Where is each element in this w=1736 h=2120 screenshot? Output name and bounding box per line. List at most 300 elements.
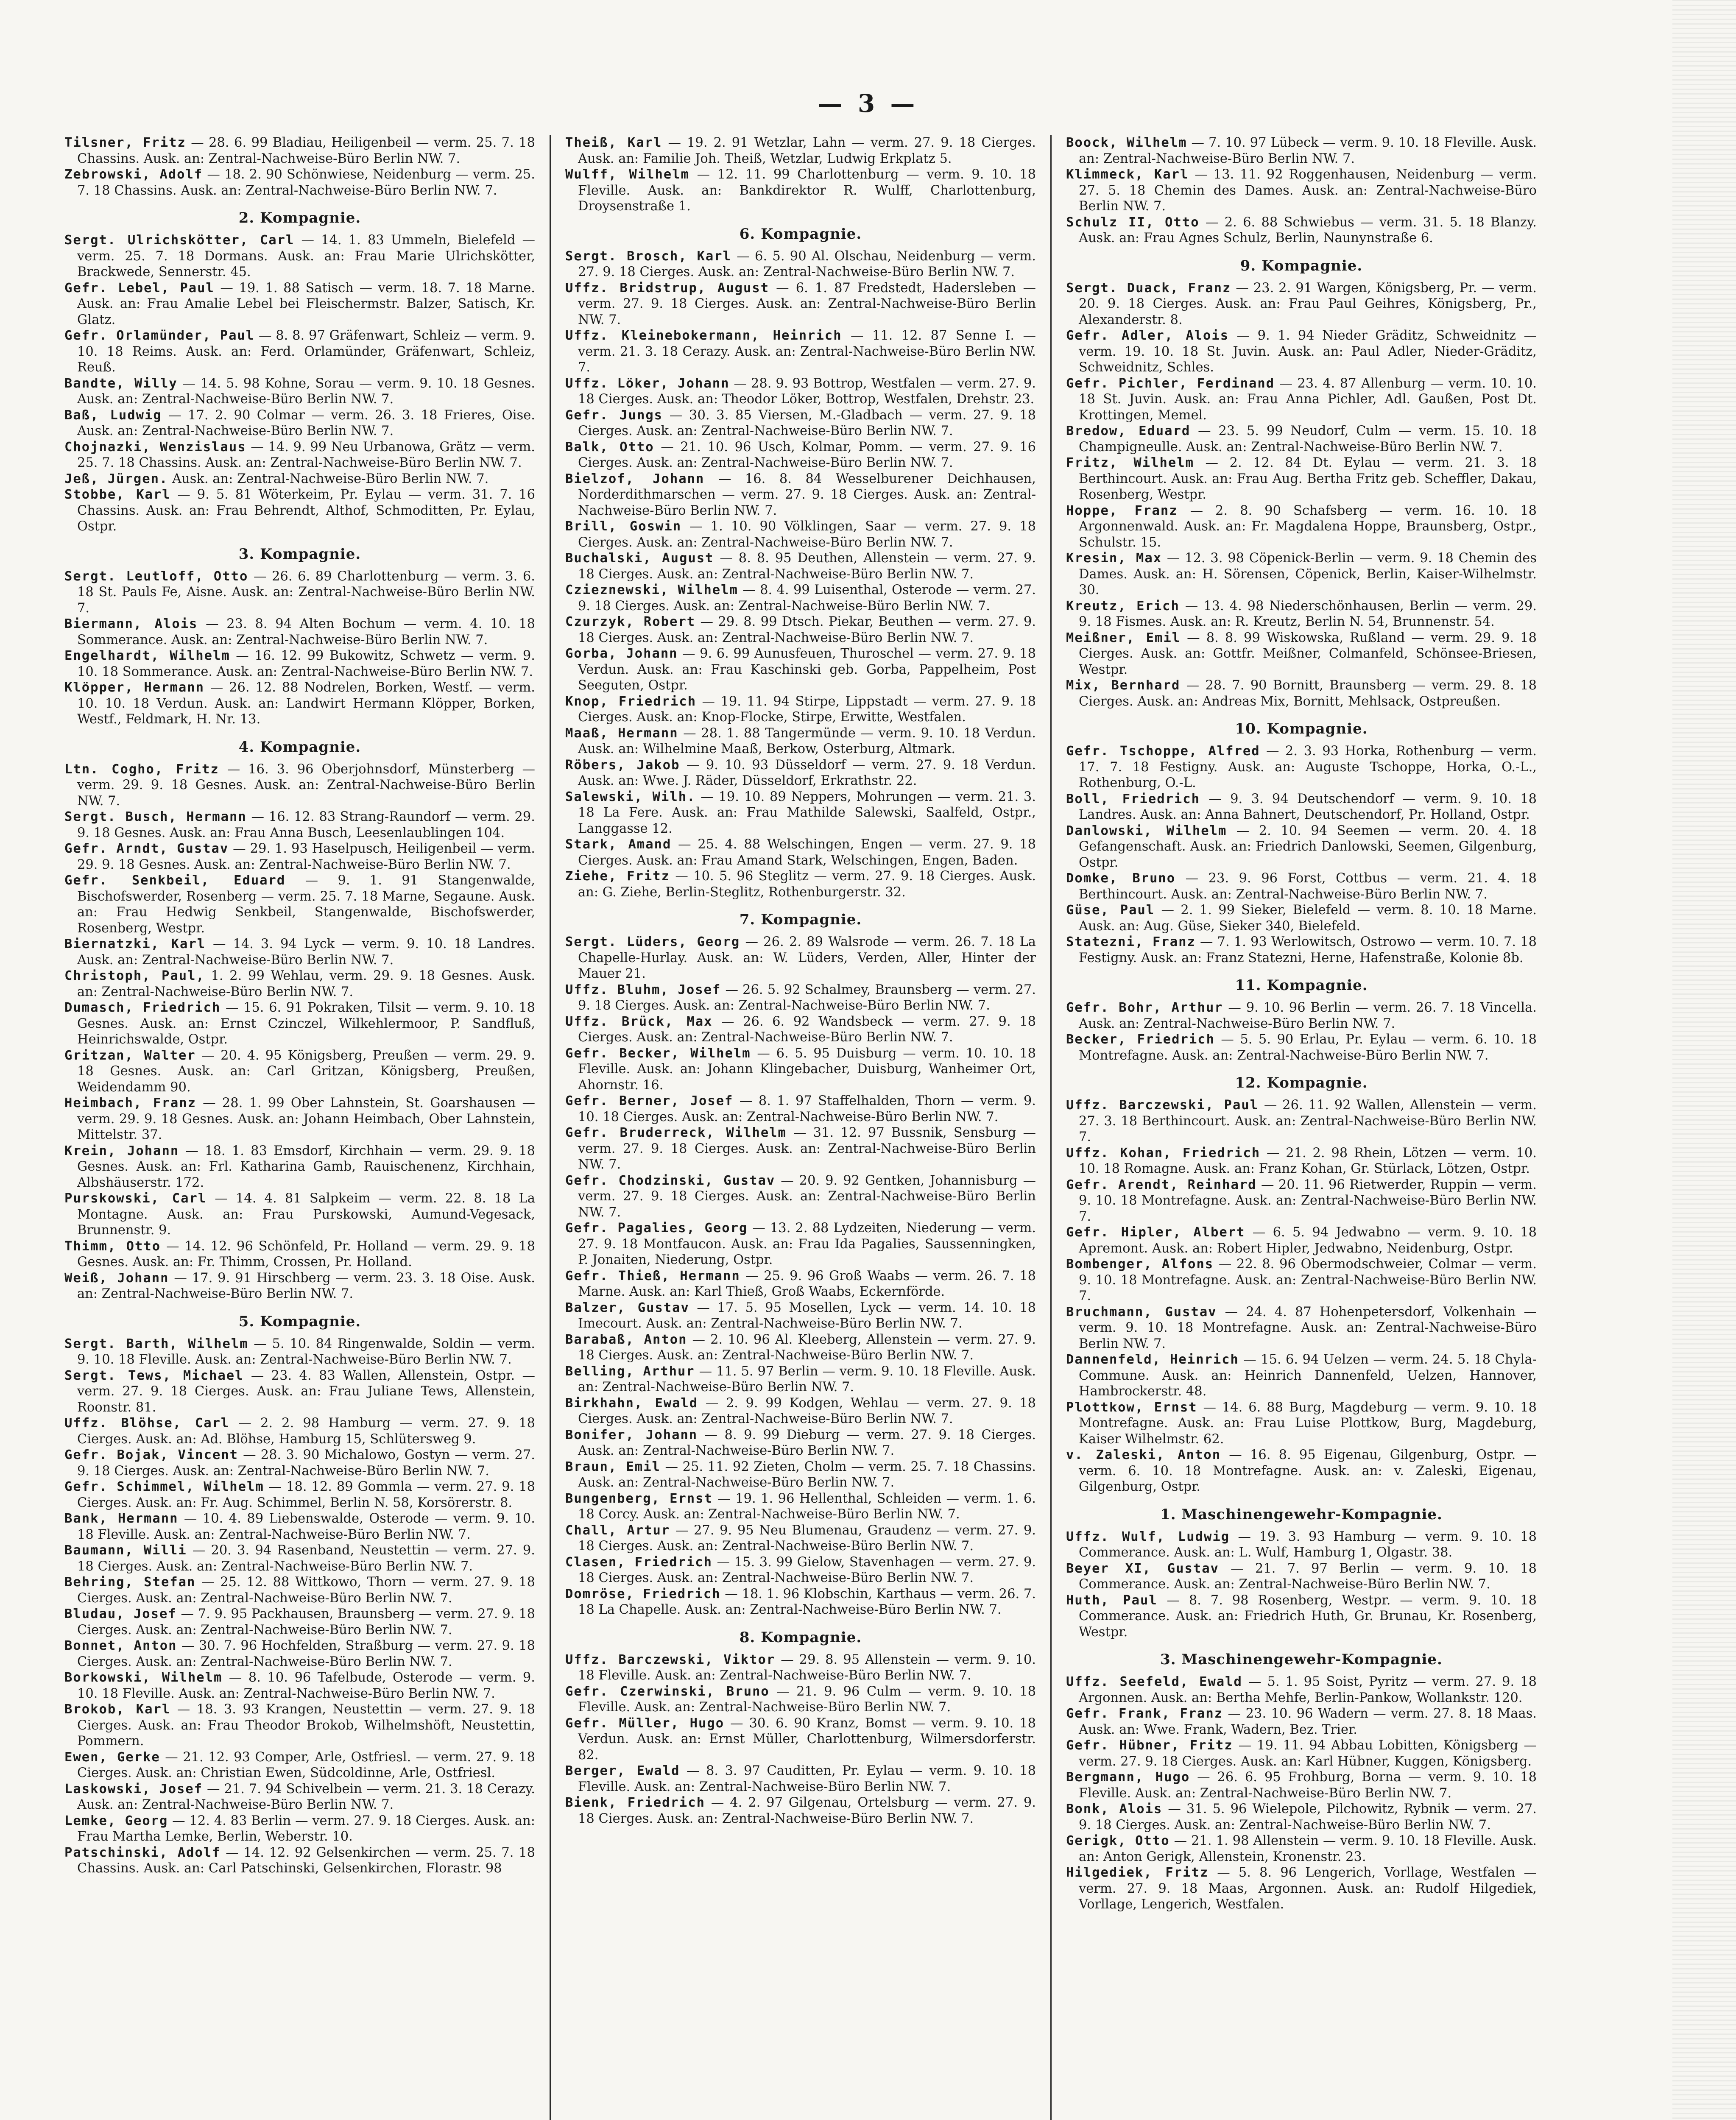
casualty-entry xyxy=(565,1093,1036,1125)
entry-name: Gefr. Pichler, Ferdinand xyxy=(1066,376,1275,391)
entry-details: — 20. 11. 96 Rietwerder, Ruppin — verm. 9. 10. 18 Montrefagne. Ausk. an: Zentral-Nachweise-Büro Berlin NW. 7. xyxy=(1079,1177,1537,1224)
entry-details: — 16. 12. 99 Bukowitz, Schwetz — verm. 9. 10. 18 Sommerance. Ausk. an: Zentral-Nachweise-Büro Berlin NW. 7. xyxy=(77,648,535,679)
entry-details: — 25. 4. 88 Welschingen, Engen — verm. 27. 9. 18 Cierges. Ausk. an: Frau Amand Stark, Welschingen, Engen, Baden. xyxy=(578,837,1036,868)
entry-details: — 17. 2. 90 Colmar — verm. 26. 3. 18 Frieres, Oise. Ausk. an: Zentral-Nachweise-Büro Berlin NW. 7. xyxy=(77,407,535,438)
casualty-entry xyxy=(565,439,1036,471)
entry-name: Patschinski, Adolf xyxy=(64,1845,221,1860)
casualty-entry xyxy=(1066,1865,1537,1913)
entry-name: Bienk, Friedrich xyxy=(565,1795,705,1810)
entry-name: Uffz. Bridstrup, August xyxy=(565,280,770,296)
casualty-entry xyxy=(64,569,535,616)
entry-details: — 8. 8. 99 Wiskowska, Rußland — verm. 29. 9. 18 Cierges. Ausk. an: Gottfr. Meißner, Colmanfeld, Schönsee-Briesen, Westpr. xyxy=(1079,630,1537,677)
entry-name: Gefr. Czerwinski, Bruno xyxy=(565,1684,770,1699)
entry-details: — 2. 1. 99 Sieker, Bielefeld — verm. 8. 10. 18 Marne. Ausk. an: Aug. Güse, Sieker 340, Bielefeld. xyxy=(1079,903,1537,934)
entry-details: — 14. 6. 88 Burg, Magdeburg — verm. 9. 10. 18 Montrefagne. Ausk. an: Frau Luise Plottkow, Burg, Magdeburg, Kaiser Wilhelmstr. 62. xyxy=(1079,1400,1537,1447)
entry-details: — 5. 5. 90 Erlau, Pr. Eylau — verm. 6. 10. 18 Montrefagne. Ausk. an: Zentral-Nachweise-Büro Berlin NW. 7. xyxy=(1079,1032,1537,1063)
casualty-entry xyxy=(1066,423,1537,455)
casualty-entry xyxy=(64,616,535,648)
entry-details: — 14. 12. 96 Schönfeld, Pr. Holland — verm. 29. 9. 18 Gesnes. Ausk. an: Fr. Thimm, Crossen, Pr. Holland. xyxy=(77,1239,535,1269)
company-heading: 1. Maschinengewehr-Kompagnie. xyxy=(1160,1506,1443,1523)
casualty-entry xyxy=(1066,1400,1537,1448)
casualty-entry xyxy=(64,1543,535,1574)
entry-name: Lemke, Georg xyxy=(64,1813,168,1828)
casualty-entry xyxy=(565,248,1036,280)
entry-name: Gefr. Thieß, Hermann xyxy=(565,1268,740,1283)
entry-name: v. Zaleski, Anton xyxy=(1066,1448,1221,1462)
entry-name: Laskowski, Josef xyxy=(64,1781,203,1796)
entry-name: Gerigk, Otto xyxy=(1066,1833,1170,1848)
casualty-entry xyxy=(565,1125,1036,1173)
entry-details: — 2. 6. 88 Schwiebus — verm. 31. 5. 18 Blanzy. Ausk. an: Frau Agnes Schulz, Berlin, Naunynstraße 6. xyxy=(1079,215,1537,245)
company-heading: 3. Maschinengewehr-Kompagnie. xyxy=(1160,1651,1443,1668)
casualty-entry xyxy=(565,1300,1036,1332)
entry-name: Bruchmann, Gustav xyxy=(1066,1304,1217,1319)
entry-details: — 2. 3. 93 Horka, Rothenburg — verm. 17. 7. 18 Festigny. Ausk. an: Auguste Tschoppe, Horka, O.-L., Rothenburg, O.-L. xyxy=(1079,744,1537,790)
entry-name: Schulz II, Otto xyxy=(1066,215,1200,230)
entry-name: Czieznewski, Wilhelm xyxy=(565,583,738,597)
entry-name: Gefr. Orlamünder, Paul xyxy=(64,328,255,343)
entry-details: — 13. 4. 98 Niederschönhausen, Berlin — verm. 29. 9. 18 Fismes. Ausk. an: R. Kreutz, Berlin N. 54, Brunnenstr. 54. xyxy=(1079,598,1537,629)
casualty-entry xyxy=(1066,1801,1537,1833)
entry-details: — 13. 11. 92 Roggenhausen, Neidenburg — verm. 27. 5. 18 Chemin des Dames. Ausk. an: Zentral-Nachweise-Büro Berlin NW. 7. xyxy=(1079,167,1537,214)
entry-name: Bergmann, Hugo xyxy=(1066,1770,1190,1785)
entry-details: — 12. 4. 83 Berlin — verm. 27. 9. 18 Cierges. Ausk. an: Frau Martha Lemke, Berlin, Weberstr. 10. xyxy=(77,1813,535,1844)
entry-name: Gefr. Lebel, Paul xyxy=(64,280,215,296)
company-heading: 5. Kompagnie. xyxy=(238,1313,361,1330)
casualty-entry xyxy=(565,407,1036,439)
entry-details: — 7. 10. 97 Lübeck — verm. 9. 10. 18 Fleville. Ausk. an: Zentral-Nachweise-Büro Berlin NW. 7. xyxy=(1079,135,1537,166)
casualty-entry xyxy=(64,841,535,873)
casualty-entry xyxy=(565,1763,1036,1795)
entry-name: Brokob, Karl xyxy=(64,1702,171,1717)
casualty-entry xyxy=(565,614,1036,646)
entry-name: Bludau, Josef xyxy=(64,1607,177,1621)
casualty-entry xyxy=(565,837,1036,868)
casualty-entry xyxy=(64,1447,535,1479)
entry-name: Mix, Bernhard xyxy=(1066,678,1181,693)
casualty-entry xyxy=(64,762,535,809)
entry-name: Becker, Friedrich xyxy=(1066,1032,1215,1047)
entry-details: — 31. 12. 97 Bussnik, Sensburg — verm. 27. 9. 18 Cierges. Ausk. an: Zentral-Nachweise-Büro Berlin NW. 7. xyxy=(578,1125,1036,1172)
casualty-entry xyxy=(565,1459,1036,1491)
casualty-entry xyxy=(1066,376,1537,424)
entry-details: — 16. 8. 84 Wesselburener Deichhausen, Norderdithmarschen — verm. 27. 9. 18 Cierges. Ausk. an: Zentral-Nachweise-Büro Berlin NW. 7. xyxy=(578,471,1036,518)
entry-name: Brill, Goswin xyxy=(565,519,682,534)
entry-details: — 15. 6. 94 Uelzen — verm. 24. 5. 18 Chyla-Commune. Ausk. an: Heinrich Dannenfeld, Uelzen, Hannover, Hambrockerstr. 48. xyxy=(1079,1352,1537,1399)
casualty-entry xyxy=(1066,1225,1537,1256)
entry-name: Boll, Friedrich xyxy=(1066,791,1200,806)
casualty-entry xyxy=(1066,870,1537,902)
entry-details: — 25. 12. 88 Wittkowo, Thorn — verm. 27. 9. 18 Cierges. Ausk. an: Zentral-Nachweise-Büro Berlin NW. 7. xyxy=(77,1575,535,1606)
casualty-entry xyxy=(565,519,1036,550)
entry-details: — 19. 3. 93 Hamburg — verm. 9. 10. 18 Commerance. Ausk. an: L. Wulf, Hamburg 1, Olgastr. 38. xyxy=(1079,1529,1537,1560)
casualty-entry xyxy=(1066,1561,1537,1593)
entry-details: — 29. 1. 93 Haselpusch, Heiligenbeil — verm. 29. 9. 18 Gesnes. Ausk. an: Zentral-Nachweise-Büro Berlin NW. 7. xyxy=(77,841,535,872)
casualty-entry xyxy=(64,487,535,535)
entry-name: Czurzyk, Robert xyxy=(565,614,696,629)
entry-name: Gefr. Senkbeil, Eduard xyxy=(64,873,286,888)
entry-details: — 16. 8. 95 Eigenau, Gilgenburg, Ostpr. — verm. 6. 10. 18 Montrefagne. Ausk. an: v. Zaleski, Eigenau, Gilgenburg, Ostpr. xyxy=(1079,1448,1537,1494)
casualty-entry xyxy=(64,280,535,328)
entry-details: — 6. 5. 90 Al. Olschau, Neidenburg — verm. 27. 9. 18 Cierges. Ausk. an: Zentral-Nachweise-Büro Berlin NW. 7. xyxy=(578,248,1036,279)
entry-details: — 28. 6. 99 Bladiau, Heiligenbeil — verm. 25. 7. 18 Chassins. Ausk. an: Zentral-Nachweise-Büro Berlin NW. 7. xyxy=(77,135,535,166)
entry-details: — 28. 1. 99 Ober Lahnstein, St. Goarshausen — verm. 29. 9. 18 Gesnes. Ausk. an: Johann Heimbach, Ober Lahnstein, Mittelstr. 37. xyxy=(77,1096,535,1142)
company-heading: 4. Kompagnie. xyxy=(238,738,361,756)
entry-name: Behring, Stefan xyxy=(64,1575,196,1590)
entry-details: — 23. 10. 96 Wadern — verm. 27. 8. 18 Maas. Ausk. an: Wwe. Frank, Wadern, Bez. Trier. xyxy=(1079,1706,1537,1737)
entry-details: — 6. 5. 94 Jedwabno — verm. 9. 10. 18 Apremont. Ausk. an: Robert Hipler, Jedwabno, Neidenburg, Ostpr. xyxy=(1079,1225,1537,1256)
entry-name: Sergt. Leutloff, Otto xyxy=(64,569,248,584)
entry-name: Sergt. Brosch, Karl xyxy=(565,248,732,264)
casualty-entry xyxy=(64,439,535,471)
entry-name: Bredow, Eduard xyxy=(1066,424,1191,438)
casualty-entry xyxy=(565,934,1036,982)
casualty-entry xyxy=(64,1368,535,1416)
casualty-entry xyxy=(64,1670,535,1702)
entry-details: — 28. 9. 93 Bottrop, Westfalen — verm. 27. 9. 18 Cierges. Ausk. an: Theodor Löker, Bottrop, Westfalen, Drehstr. 23. xyxy=(578,376,1036,407)
entry-name: Fritz, Wilhelm xyxy=(1066,455,1194,470)
entry-name: Bielzof, Johann xyxy=(565,471,705,486)
entry-details: — 15. 6. 91 Pokraken, Tilsit — verm. 9. 10. 18 Gesnes. Ausk. an: Ernst Czinczel, Wilkehlermoor, P. Sandfluß, Heinrichswalde, Ostpr. xyxy=(77,1000,536,1047)
entry-details: — 11. 12. 87 Senne I. — verm. 21. 3. 18 Cerazy. Ausk. an: Zentral-Nachweise-Büro Berlin NW. 7. xyxy=(578,328,1036,375)
entry-name: Huth, Paul xyxy=(1066,1593,1158,1608)
entry-name: Gorba, Johann xyxy=(565,646,678,661)
entry-name: Engelhardt, Wilhelm xyxy=(64,648,230,663)
entry-name: Jeß, Jürgen. xyxy=(64,471,168,486)
entry-name: Balzer, Gustav xyxy=(565,1300,689,1315)
casualty-entry xyxy=(64,936,535,968)
entry-details: — 19. 1. 96 Hellenthal, Schleiden — verm. 1. 6. 18 Corcy. Ausk. an: Zentral-Nachweise-Büro Berlin NW. 7. xyxy=(578,1491,1036,1522)
entry-details: 1. 2. 99 Wehlau, verm. 29. 9. 18 Gesnes. Ausk. an: Zentral-Nachweise-Büro Berlin NW. 7. xyxy=(77,968,535,999)
entry-details: — 24. 4. 87 Hohenpetersdorf, Volkenhain — verm. 9. 10. 18 Montrefagne. Ausk. an: Zentral-Nachweise-Büro Berlin NW. 7. xyxy=(1079,1304,1537,1351)
casualty-entry xyxy=(1066,1000,1537,1032)
entry-name: Gefr. Schimmel, Wilhelm xyxy=(64,1479,264,1494)
casualty-entry xyxy=(1066,1256,1537,1304)
entry-details: — 19. 10. 89 Neppers, Mohrungen — verm. 21. 3. 18 La Fere. Ausk. an: Frau Mathilde Salewski, Saalfeld, Ostpr., Langgasse 12. xyxy=(578,789,1036,836)
entry-details: — 21. 10. 96 Usch, Kolmar, Pomm. — verm. 27. 9. 16 Cierges. Ausk. an: Zentral-Nachweise-Büro Berlin NW. 7. xyxy=(578,439,1036,470)
entry-details: — 2. 10. 94 Seemen — verm. 20. 4. 18 Gefangenschaft. Ausk. an: Friedrich Danlowski, Seemen, Gilgenburg, Ostpr. xyxy=(1079,823,1537,870)
entry-name: Gefr. Pagalies, Georg xyxy=(565,1221,748,1236)
entry-details: — 23. 5. 99 Neudorf, Culm — verm. 15. 10. 18 Champigneulle. Ausk. an: Zentral-Nachweise-Büro Berlin NW. 7. xyxy=(1079,424,1537,455)
company-heading: 9. Kompagnie. xyxy=(1240,257,1363,274)
entry-name: Ziehe, Fritz xyxy=(565,869,670,884)
casualty-entry xyxy=(1066,1674,1537,1706)
casualty-entry xyxy=(565,757,1036,789)
entry-name: Ewen, Gerke xyxy=(64,1749,160,1765)
entry-details: — 26. 12. 88 Nodrelen, Borken, Westf. — verm. 10. 10. 18 Verdun. Ausk. an: Landwirt Hermann Klöpper, Borken, Westf., Feldmark, H. Nr. 13. xyxy=(77,680,535,727)
entry-details: — 26. 11. 92 Wallen, Allenstein — verm. 27. 3. 18 Berthincourt. Ausk. an: Zentral-Nachweise-Büro Berlin NW. 7. xyxy=(1079,1098,1537,1144)
entry-name: Gefr. Frank, Franz xyxy=(1066,1706,1223,1721)
entry-details: — 23. 4. 87 Allenburg — verm. 10. 10. 18 St. Juvin. Ausk. an: Frau Anna Pichler, Adl. Gaußen, Post Dt. Krottingen, Memel. xyxy=(1079,376,1537,423)
entry-details: — 8. 4. 99 Luisenthal, Osterode — verm. 27. 9. 18 Cierges. Ausk. an: Zentral-Nachweise-Büro Berlin NW. 7. xyxy=(578,583,1036,614)
entry-name: Gefr. Bruderreck, Wilhelm xyxy=(565,1125,787,1140)
entry-name: Zebrowski, Adolf xyxy=(64,167,203,182)
entry-name: Stobbe, Karl xyxy=(64,487,171,502)
casualty-entry xyxy=(1066,934,1537,966)
casualty-entry xyxy=(565,1395,1036,1427)
casualty-entry xyxy=(1066,1177,1537,1225)
entry-details: — 4. 2. 97 Gilgenau, Ortelsburg — verm. 27. 9. 18 Cierges. Ausk. an: Zentral-Nachweise-Büro Berlin NW. 7. xyxy=(578,1795,1036,1826)
casualty-entry xyxy=(565,471,1036,519)
entry-name: Gefr. Arendt, Reinhard xyxy=(1066,1177,1257,1192)
entry-name: Uffz. Seefeld, Ewald xyxy=(1066,1674,1242,1689)
casualty-entry xyxy=(64,167,535,198)
entry-details: — 14. 9. 99 Neu Urbanowa, Grätz — verm. 25. 7. 18 Chassins. Ausk. an: Zentral-Nachweise-Büro Berlin NW. 7. xyxy=(77,439,535,470)
entry-name: Bonk, Alois xyxy=(1066,1802,1163,1816)
entry-name: Gritzan, Walter xyxy=(64,1048,196,1063)
casualty-entry xyxy=(1066,1706,1537,1738)
casualty-entry xyxy=(565,1332,1036,1364)
entry-name: Chojnazki, Wenzislaus xyxy=(64,439,246,455)
entry-name: Statezni, Franz xyxy=(1066,934,1196,949)
entry-details: — 18. 1. 96 Klobschin, Karthaus — verm. 26. 7. 18 La Chapelle. Ausk. an: Zentral-Nachweise-Büro Berlin NW. 7. xyxy=(578,1586,1036,1617)
columns-container xyxy=(50,135,1551,2120)
casualty-entry xyxy=(64,968,535,1000)
casualty-entry xyxy=(1066,1833,1537,1865)
entry-name: Gefr. Arndt, Gustav xyxy=(64,841,229,856)
casualty-entry xyxy=(565,1684,1036,1716)
company-heading: 7. Kompagnie. xyxy=(739,911,862,928)
entry-name: Sergt. Duack, Franz xyxy=(1066,280,1231,296)
entry-name: Gefr. Bojak, Vincent xyxy=(64,1448,239,1462)
entry-details: — 18. 1. 83 Emsdorf, Kirchhain — verm. 29. 9. 18 Gesnes. Ausk. an: Frl. Katharina Gamb, Rauischenenz, Kirchhain, Albshäuserstr. 172. xyxy=(77,1143,535,1190)
entry-details: — 20. 3. 94 Rasenband, Neustettin — verm. 27. 9. 18 Cierges. Ausk. an: Zentral-Nachweise-Büro Berlin NW. 7. xyxy=(77,1543,535,1574)
entry-details: — 8. 1. 97 Staffelhalden, Thorn — verm. 9. 10. 18 Cierges. Ausk. an: Zentral-Nachweise-Büro Berlin NW. 7. xyxy=(578,1093,1036,1124)
casualty-entry xyxy=(1066,328,1537,376)
casualty-entry xyxy=(64,1336,535,1368)
casualty-entry xyxy=(1066,1032,1537,1063)
entry-details: — 23. 2. 91 Wargen, Königsberg, Pr. — verm. 20. 9. 18 Cierges. Ausk. an: Frau Paul Geihres, Königsberg, Pr., Alexanderstr. 8. xyxy=(1079,280,1537,327)
entry-name: Krein, Johann xyxy=(64,1143,179,1158)
entry-name: Barabaß, Anton xyxy=(565,1332,687,1347)
casualty-entry xyxy=(565,982,1036,1014)
entry-details: — 14. 1. 83 Ummeln, Bielefeld — verm. 25. 7. 18 Dormans. Ausk. an: Frau Marie Ulrichskötter, Brackwede, Sennerstr. 45. xyxy=(77,233,535,279)
entry-name: Baß, Ludwig xyxy=(64,407,162,423)
entry-name: Birkhahn, Ewald xyxy=(565,1395,698,1411)
entry-details: — 21. 1. 98 Allenstein — verm. 9. 10. 18 Fleville. Ausk. an: Anton Gerigk, Allenstein, Kronenstr. 23. xyxy=(1079,1833,1537,1864)
company-heading: 6. Kompagnie. xyxy=(739,225,862,243)
entry-details: — 17. 9. 91 Hirschberg — verm. 23. 3. 18 Oise. Ausk. an: Zentral-Nachweise-Büro Berlin NW. 7. xyxy=(77,1270,535,1301)
casualty-entry xyxy=(565,1795,1036,1827)
entry-name: Berger, Ewald xyxy=(565,1763,680,1778)
entry-name: Uffz. Kohan, Friedrich xyxy=(1066,1145,1261,1160)
company-heading: 3. Kompagnie. xyxy=(238,545,361,563)
casualty-entry xyxy=(64,471,535,487)
entry-details: — 28. 3. 90 Michalowo, Gostyn — verm. 27. 9. 18 Cierges. Ausk. an: Zentral-Nachweise-Büro Berlin NW. 7. xyxy=(77,1448,535,1478)
entry-details: — 2. 8. 90 Schafsberg — verm. 16. 10. 18 Argonnenwald. Ausk. an: Fr. Magdalena Hoppe, Braunsberg, Ostpr., Schulstr. 15. xyxy=(1079,503,1537,550)
entry-name: Bungenberg, Ernst xyxy=(565,1491,713,1506)
casualty-entry xyxy=(565,1220,1036,1268)
entry-details: — 18. 12. 89 Gommla — verm. 27. 9. 18 Cierges. Ausk. an: Fr. Aug. Schimmel, Berlin N. 58, Korsörerstr. 8. xyxy=(77,1479,536,1510)
column-middle xyxy=(550,135,1050,2120)
casualty-entry xyxy=(565,868,1036,900)
casualty-entry xyxy=(1066,455,1537,503)
entry-details: — 31. 5. 96 Wielepole, Pilchowitz, Rybnik — verm. 27. 9. 18 Cierges. Ausk. an: Zentral-Nachweise-Büro Berlin NW. 7. xyxy=(1079,1802,1537,1833)
casualty-entry xyxy=(1066,167,1537,215)
casualty-entry xyxy=(565,646,1036,694)
entry-details: — 2. 12. 84 Dt. Eylau — verm. 21. 3. 18 Berthincourt. Ausk. an: Frau Aug. Bertha Fritz geb. Scheffler, Dakau, Rosenberg, Westpr. xyxy=(1079,455,1537,502)
entry-name: Tilsner, Fritz xyxy=(64,135,186,150)
entry-name: Hoppe, Franz xyxy=(1066,503,1178,518)
entry-details: — 5. 1. 95 Soist, Pyritz — verm. 27. 9. 18 Argonnen. Ausk. an: Bertha Mehfe, Berlin-Pankow, Wollankstr. 120. xyxy=(1079,1674,1537,1705)
entry-details: — 26. 5. 92 Schalmey, Braunsberg — verm. 27. 9. 18 Cierges. Ausk. an: Zentral-Nachweise-Büro Berlin NW. 7. xyxy=(578,982,1036,1013)
entry-name: Gefr. Hübner, Fritz xyxy=(1066,1738,1233,1753)
entry-details: — 13. 2. 88 Lydzeiten, Niederung — verm. 27. 9. 18 Montfaucon. Ausk. an: Frau Ida Pagalies, Saussenningken, P. Jonaiten, Niederung, Ostpr. xyxy=(578,1221,1036,1267)
entry-details: — 5. 10. 84 Ringenwalde, Soldin — verm. 9. 10. 18 Fleville. Ausk. an: Zentral-Nachweise-Büro Berlin NW. 7. xyxy=(77,1336,535,1367)
entry-name: Uffz. Kleinebokermann, Heinrich xyxy=(565,328,842,343)
entry-details: — 23. 9. 96 Forst, Cottbus — verm. 21. 4. 18 Berthincourt. Ausk. an: Zentral-Nachweise-Büro Berlin NW. 7. xyxy=(1079,871,1537,902)
casualty-entry xyxy=(64,1000,535,1048)
casualty-entry xyxy=(64,1574,535,1606)
entry-name: Bombenger, Alfons xyxy=(1066,1257,1214,1272)
entry-details: — 28. 1. 88 Tangermünde — verm. 9. 10. 18 Verdun. Ausk. an: Wilhelmine Maaß, Berkow, Osterburg, Altmark. xyxy=(578,725,1036,756)
entry-details: — 6. 5. 95 Duisburg — verm. 10. 10. 18 Fleville. Ausk. an: Johann Klingebacher, Duisburg, Wanheimer Ort, Ahornstr. 16. xyxy=(578,1046,1036,1093)
entry-details: — 8. 10. 96 Tafelbude, Osterode — verm. 9. 10. 18 Fleville. Ausk. an: Zentral-Nachweise-Büro Berlin NW. 7. xyxy=(77,1670,536,1701)
entry-name: Salewski, Wilh. xyxy=(565,789,696,804)
entry-name: Danlowski, Wilhelm xyxy=(1066,823,1227,838)
entry-name: Buchalski, August xyxy=(565,551,714,566)
entry-details: — 10. 5. 96 Steglitz — verm. 27. 9. 18 Cierges. Ausk. an: G. Ziehe, Berlin-Steglitz, Rothenburgerstr. 32. xyxy=(578,869,1036,900)
casualty-entry xyxy=(565,1491,1036,1523)
entry-name: Thimm, Otto xyxy=(64,1239,161,1254)
entry-name: Wulff, Wilhelm xyxy=(565,167,689,182)
entry-name: Gefr. Hipler, Albert xyxy=(1066,1225,1245,1240)
entry-name: Maaß, Hermann xyxy=(565,725,678,741)
entry-name: Balk, Otto xyxy=(565,439,654,455)
scan-edge-shading xyxy=(1672,0,1736,2120)
entry-details: — 8. 3. 97 Cauditten, Pr. Eylau — verm. 9. 10. 18 Fleville. Ausk. an: Zentral-Nachweise-Büro Berlin NW. 7. xyxy=(578,1763,1036,1794)
casualty-entry xyxy=(64,1239,535,1270)
entry-name: Dannenfeld, Heinrich xyxy=(1066,1352,1239,1367)
entry-name: Theiß, Karl xyxy=(565,135,662,150)
casualty-entry xyxy=(64,1702,535,1749)
entry-name: Biermann, Alois xyxy=(64,616,198,631)
casualty-entry xyxy=(565,582,1036,614)
entry-details: — 9. 1. 91 Stangenwalde, Bischofswerder, Rosenberg — verm. 25. 7. 18 Marne, Segaune. Ausk. an: Frau Hedwig Senkbeil, Stangenwalde, Bischofswerder, Rosenberg, Westpr. xyxy=(77,873,536,936)
entry-name: Braun, Emil xyxy=(565,1459,661,1474)
column-left xyxy=(50,135,550,2120)
casualty-entry xyxy=(1066,630,1537,678)
entry-name: Gefr. Jungs xyxy=(565,407,663,423)
entry-name: Gefr. Berner, Josef xyxy=(565,1093,734,1108)
casualty-entry xyxy=(565,280,1036,328)
casualty-entry xyxy=(565,1364,1036,1395)
casualty-entry xyxy=(64,135,535,167)
entry-details: — 30. 7. 96 Hochfelden, Straßburg — verm. 27. 9. 18 Cierges. Ausk. an: Zentral-Nachweise-Büro Berlin NW. 7. xyxy=(77,1638,535,1669)
casualty-entry xyxy=(1066,678,1537,709)
entry-details: — 8. 9. 99 Dieburg — verm. 27. 9. 18 Cierges. Ausk. an: Zentral-Nachweise-Büro Berlin NW. 7. xyxy=(578,1427,1036,1458)
entry-details: — 5. 8. 96 Lengerich, Vorllage, Westfalen — verm. 27. 9. 18 Maas, Argonnen. Ausk. an: Rudolf Hilgediek, Vorllage, Lengerich, Westfalen. xyxy=(1079,1865,1537,1912)
entry-details: — 26. 6. 95 Frohburg, Borna — verm. 9. 10. 18 Fleville. Ausk. an: Zentral-Nachweise-Büro Berlin NW. 7. xyxy=(1079,1770,1537,1801)
entry-name: Uffz. Blöhse, Carl xyxy=(64,1416,230,1431)
casualty-entry xyxy=(565,1652,1036,1684)
entry-details: — 14. 4. 81 Salpkeim — verm. 22. 8. 18 La Montagne. Ausk. an: Frau Purskowski, Aumund-Vegesack, Brunnenstr. 9. xyxy=(77,1191,535,1238)
entry-details: — 14. 5. 98 Kohne, Sorau — verm. 9. 10. 18 Gesnes. Ausk. an: Zentral-Nachweise-Büro Berlin NW. 7. xyxy=(77,376,536,407)
casualty-entry xyxy=(1066,135,1537,167)
entry-name: Uffz. Löker, Johann xyxy=(565,376,730,391)
casualty-entry xyxy=(1066,280,1537,328)
entry-details: — 8. 8. 97 Gräfenwart, Schleiz — verm. 9. 10. 18 Reims. Ausk. an: Ferd. Orlamünder, Gräfenwart, Schleiz, Reuß. xyxy=(77,328,535,375)
casualty-entry xyxy=(64,328,535,376)
company-heading: 11. Kompagnie. xyxy=(1235,977,1368,994)
entry-name: Klimmeck, Karl xyxy=(1066,167,1189,182)
entry-details: — 14. 3. 94 Lyck — verm. 9. 10. 18 Landres. Ausk. an: Zentral-Nachweise-Büro Berlin NW. 7. xyxy=(77,937,535,968)
casualty-entry xyxy=(565,789,1036,837)
casualty-entry xyxy=(565,1586,1036,1618)
entry-name: Belling, Arthur xyxy=(565,1364,695,1379)
entry-details: — 25. 11. 92 Zieten, Cholm — verm. 25. 7. 18 Chassins. Ausk. an: Zentral-Nachweise-Büro Berlin NW. 7. xyxy=(578,1459,1036,1490)
entry-name: Güse, Paul xyxy=(1066,903,1155,918)
entry-name: Sergt. Busch, Hermann xyxy=(64,809,247,824)
entry-details: — 7. 9. 95 Packhausen, Braunsberg — verm. 27. 9. 18 Cierges. Ausk. an: Zentral-Nachweise-Büro Berlin NW. 7. xyxy=(77,1607,535,1637)
entry-name: Kreutz, Erich xyxy=(1066,598,1180,614)
entry-details: — 26. 6. 92 Wandsbeck — verm. 27. 9. 18 Cierges. Ausk. an: Zentral-Nachweise-Büro Berlin NW. 7. xyxy=(578,1014,1036,1045)
entry-details: — 29. 8. 99 Dtsch. Piekar, Beuthen — verm. 27. 9. 18 Cierges. Ausk. an: Zentral-Nachweise-Büro Berlin NW. 7. xyxy=(578,614,1036,645)
entry-name: Dumasch, Friedrich xyxy=(64,1000,221,1015)
entry-details: — 9. 5. 81 Wöterkeim, Pr. Eylau — verm. 31. 7. 16 Chassins. Ausk. an: Frau Behrendt, Althof, Schmoditten, Pr. Eylau, Ostpr. xyxy=(77,487,535,534)
entry-details: — 19. 11. 94 Abbau Lobitten, Königsberg — verm. 27. 9. 18 Cierges. Ausk. an: Karl Hübner, Kuggen, Königsberg. xyxy=(1079,1738,1537,1769)
casualty-entry xyxy=(565,694,1036,725)
entry-name: Weiß, Johann xyxy=(64,1270,169,1286)
entry-name: Bank, Hermann xyxy=(64,1511,179,1526)
entry-details: — 9. 10. 96 Berlin — verm. 26. 7. 18 Vincella. Ausk. an: Zentral-Nachweise-Büro Berlin NW. 7. xyxy=(1079,1000,1537,1031)
entry-details: — 8. 7. 98 Rosenberg, Westpr. — verm. 9. 10. 18 Commerance. Ausk. an: Friedrich Huth, Gr. Brunau, Kr. Rosenberg, Westpr. xyxy=(1079,1593,1537,1640)
entry-details: — 9. 3. 94 Deutschendorf — verm. 9. 10. 18 Landres. Ausk. an: Anna Bahnert, Deutschendorf, Pr. Holland, Ostpr. xyxy=(1079,791,1537,822)
entry-details: — 18. 3. 93 Krangen, Neustettin — verm. 27. 9. 18 Cierges. Ausk. an: Frau Theodor Brokob, Wilhelmshöft, Neustettin, Pommern. xyxy=(77,1702,535,1749)
entry-name: Chall, Artur xyxy=(565,1523,670,1538)
entry-details: — 9. 10. 93 Düsseldorf — verm. 27. 9. 18 Verdun. Ausk. an: Wwe. J. Räder, Düsseldorf, Erkrathstr. 22. xyxy=(578,757,1036,788)
entry-details: — 20. 4. 95 Königsberg, Preußen — verm. 29. 9. 18 Gesnes. Ausk. an: Carl Gritzan, Königsberg, Preußen, Weidendamm 90. xyxy=(77,1048,535,1095)
entry-name: Clasen, Friedrich xyxy=(565,1554,713,1570)
entry-name: Plottkow, Ernst xyxy=(1066,1400,1197,1415)
entry-name: Kresin, Max xyxy=(1066,551,1162,566)
entry-details: — 21. 9. 96 Culm — verm. 9. 10. 18 Fleville. Ausk. an: Zentral-Nachweise-Büro Berlin NW. 7. xyxy=(578,1684,1036,1715)
casualty-entry xyxy=(1066,743,1537,791)
casualty-entry xyxy=(565,550,1036,582)
entry-name: Sergt. Barth, Wilhelm xyxy=(64,1336,248,1351)
casualty-entry xyxy=(64,1511,535,1543)
entry-name: Sergt. Tews, Michael xyxy=(64,1368,244,1383)
casualty-entry xyxy=(565,1427,1036,1459)
entry-name: Baumann, Willi xyxy=(64,1543,187,1558)
entry-details: — 7. 1. 93 Werlowitsch, Ostrowo — verm. 10. 7. 18 Festigny. Ausk. an: Franz Statezni, Herne, Hafenstraße, Kolonie 8b. xyxy=(1079,934,1537,965)
entry-details: — 2. 2. 98 Hamburg — verm. 27. 9. 18 Cierges. Ausk. an: Ad. Blöhse, Hamburg 15, Schlütersweg 9. xyxy=(77,1416,536,1447)
entry-name: Bandte, Willy xyxy=(64,376,178,391)
entry-details: — 16. 3. 96 Oberjohnsdorf, Münsterberg — verm. 29. 9. 18 Gesnes. Ausk. an: Zentral-Nachweise-Büro Berlin NW. 7. xyxy=(77,762,535,809)
entry-details: — 18. 2. 90 Schönwiese, Neidenburg — verm. 25. 7. 18 Chassins. Ausk. an: Zentral-Nachweise-Büro Berlin NW. 7. xyxy=(77,167,535,198)
casualty-entry xyxy=(1066,1593,1537,1640)
casualty-entry xyxy=(1066,1447,1537,1495)
casualty-entry xyxy=(565,135,1036,167)
entry-name: Röbers, Jakob xyxy=(565,757,680,773)
entry-details: — 17. 5. 95 Mosellen, Lyck — verm. 14. 10. 18 Imecourt. Ausk. an: Zentral-Nachweise-Büro Berlin NW. 7. xyxy=(578,1300,1036,1331)
casualty-entry xyxy=(64,1606,535,1638)
casualty-entry xyxy=(565,1716,1036,1763)
entry-details: — 25. 9. 96 Groß Waabs — verm. 26. 7. 18 Marne. Ausk. an: Karl Thieß, Groß Waabs, Eckernförde. xyxy=(578,1268,1036,1299)
entry-name: Uffz. Wulf, Ludwig xyxy=(1066,1529,1230,1544)
entry-details: — 9. 1. 94 Nieder Gräditz, Schweidnitz — verm. 19. 10. 18 St. Juvin. Ausk. an: Paul Adler, Nieder-Gräditz, Schweidnitz, Schles. xyxy=(1079,328,1537,375)
casualty-entry xyxy=(64,809,535,841)
casualty-entry xyxy=(1066,550,1537,598)
casualty-entry xyxy=(1066,598,1537,630)
entry-name: Bonnet, Anton xyxy=(64,1638,177,1653)
entry-name: Uffz. Brück, Max xyxy=(565,1014,713,1029)
entry-name: Stark, Amand xyxy=(565,837,672,852)
entry-details: — 19. 2. 91 Wetzlar, Lahn — verm. 27. 9. 18 Cierges. Ausk. an: Familie Joh. Theiß, Wetzlar, Ludwig Erkplatz 5. xyxy=(578,135,1036,166)
casualty-entry xyxy=(1066,1352,1537,1400)
company-heading: 8. Kompagnie. xyxy=(739,1629,862,1646)
casualty-entry xyxy=(64,376,535,407)
